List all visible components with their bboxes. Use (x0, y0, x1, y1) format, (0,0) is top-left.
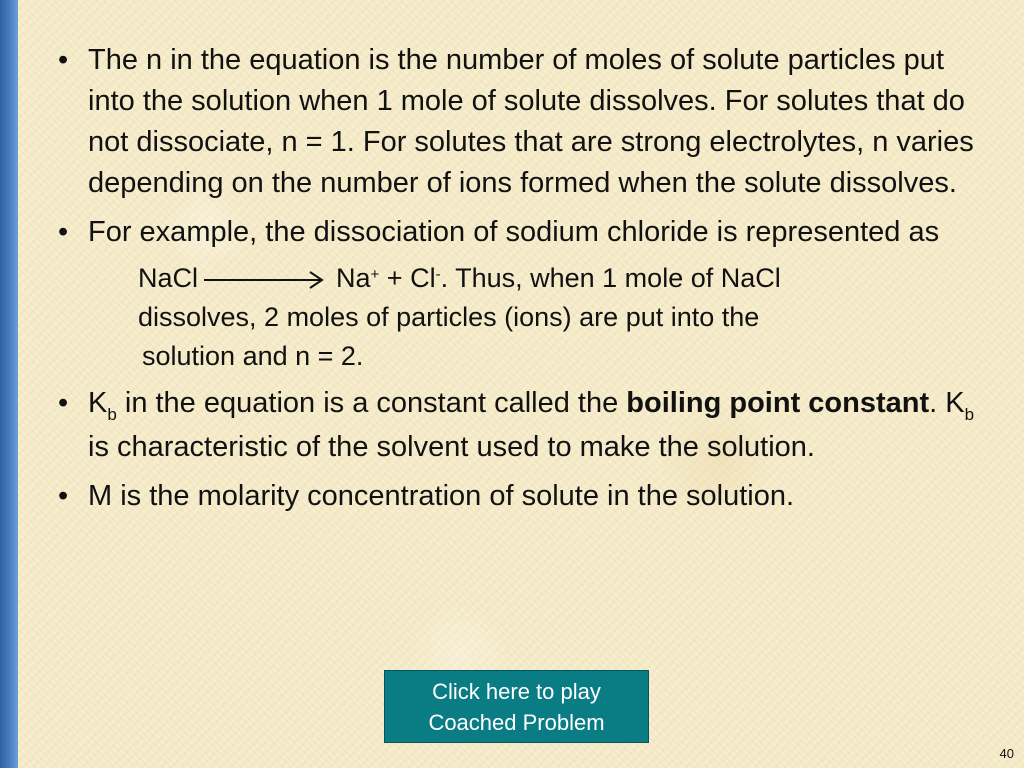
chloride-charge: - (435, 266, 441, 283)
bullet-n-definition (55, 40, 990, 204)
bullet-marker: • (58, 480, 69, 512)
kb-text-part-3: is characteristic of the solvent used to make the solution. (88, 431, 815, 463)
bullet-marker: • (58, 216, 69, 248)
coached-problem-button[interactable] (384, 670, 649, 743)
bullet-text: For example, the dissociation of sodium chloride is represented as (88, 216, 940, 248)
bullet-text: M is the molarity concentration of solute in the solution. (88, 480, 795, 512)
kb-subscript-2: b (964, 405, 975, 424)
kb-symbol: K (88, 387, 108, 419)
bullet-text (88, 387, 974, 463)
page-number: 40 (999, 746, 1014, 761)
bullet-marker: • (58, 44, 69, 76)
bullet-molarity (55, 476, 990, 517)
sodium-charge: + (370, 266, 380, 283)
bullet-example (55, 212, 990, 253)
boiling-point-constant-term: boiling point constant (626, 387, 930, 419)
equation-line-1-rest: . Thus, when 1 mole of NaCl (440, 263, 781, 293)
kb-text-part-2: . K (929, 387, 965, 419)
kb-subscript: b (107, 405, 117, 424)
coached-problem-button-line-1: Click here to play (432, 679, 601, 704)
slide-content (55, 40, 990, 525)
bullet-marker: • (58, 387, 69, 419)
equation-reactant: NaCl (138, 263, 199, 293)
coached-problem-button-line-2: Coached Problem (428, 710, 605, 735)
equation-product-chloride: Cl (410, 263, 436, 293)
left-accent-band (0, 0, 18, 768)
equation-line-1 (138, 259, 990, 298)
kb-text-part-1: in the equation is a constant called the (116, 387, 627, 419)
equation-product-sodium: Na (336, 263, 371, 293)
dissociation-equation (138, 259, 990, 376)
bullet-text: The n in the equation is the number of moles of solute particles put into the solution when 1 mole of solute dissolves. For solutes that do not dissociate, n = 1. For solutes that are strong electrolytes, n varies depending on the number of ions formed when the solute dissolves. (88, 44, 974, 199)
bullet-kb-definition (55, 383, 990, 468)
equation-line-2: dissolves, 2 moles of particles (ions) are put into the (138, 302, 760, 332)
reaction-arrow-icon (202, 270, 328, 290)
equation-line-3: solution and n = 2. (142, 341, 364, 371)
equation-plus: + (379, 263, 411, 293)
